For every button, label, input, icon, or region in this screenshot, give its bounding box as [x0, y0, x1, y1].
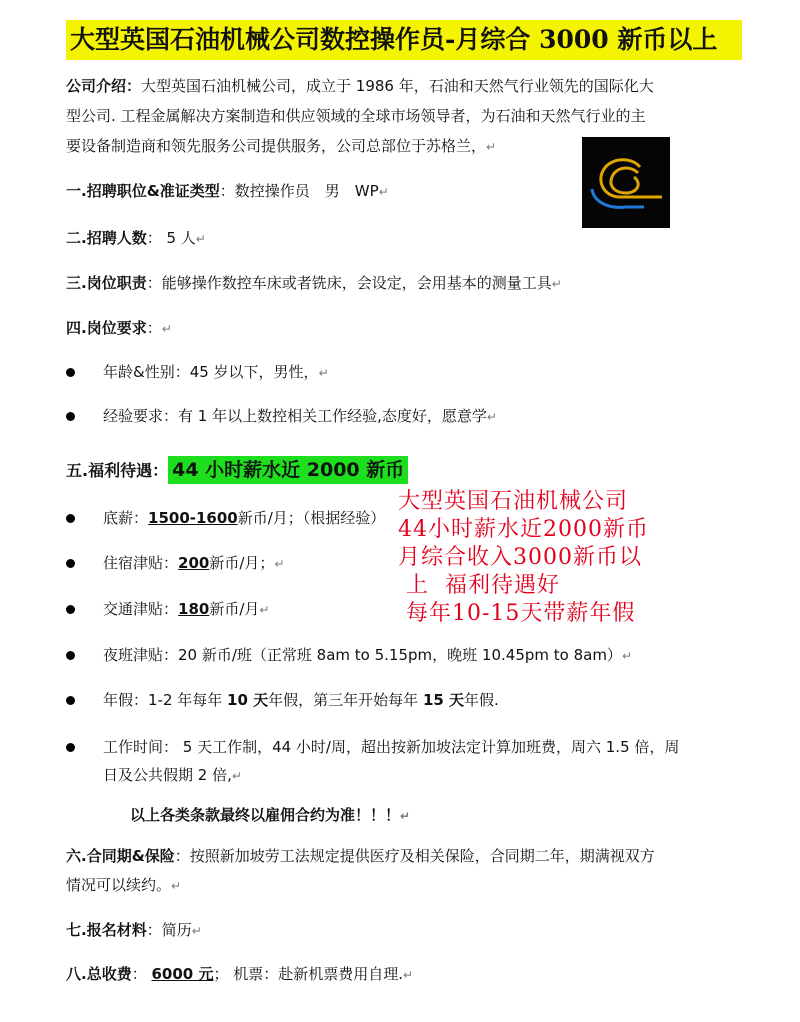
bullet-icon [66, 696, 75, 705]
requirement-2-text: 经验要求：有 1 年以上数控相关工作经验,态度好，愿意学 [103, 407, 487, 425]
section-5-label: 五.福利待遇： [66, 461, 169, 480]
leave-text-c: 年假，第三年开始每年 [268, 691, 423, 709]
bullet-icon [66, 412, 75, 421]
benefit-base [103, 508, 385, 528]
intro-text-1: 大型英国石油机械公司，成立于 1986 年，石油和天然气行业领先的国际化大 [141, 77, 654, 95]
terms-note [130, 805, 410, 826]
benefit-housing [103, 553, 284, 574]
intro-text-3: 要设备制造商和领先服务公司提供服务，公司总部位于苏格兰， [66, 137, 487, 155]
promo-line-4: 上 福利待遇好 [398, 573, 560, 598]
intro-label: 公司介绍： [66, 77, 142, 95]
intro-line-1 [66, 76, 654, 96]
section-6-value-2: 情况可以续约。 [66, 876, 172, 894]
benefit-leave [103, 690, 499, 710]
leave-text-a: 年假：1-2 年每年 [103, 691, 228, 709]
benefit-base-rest: 新币/月；（根据经验） [237, 509, 386, 527]
benefit-night-text: 夜班津贴：20 新币/班（正常班 8am to 5.15pm，晚班 10.45pm to 8am） [103, 646, 622, 664]
section-5 [66, 457, 408, 484]
page-title: 大型英国石油机械公司数控操作员-月综合 3000 新币以上 [66, 20, 742, 60]
promo-line-1: 大型英国石油机械公司 [398, 489, 629, 514]
section-1-label: 一.招聘职位&准证类型 [66, 182, 220, 200]
paragraph-mark-icon: ↵ [195, 232, 206, 246]
section-2-label: 二.招聘人数 [66, 229, 147, 247]
section-8-label: 八.总收费 [66, 965, 132, 983]
section-3-label: 三.岗位职责 [66, 274, 147, 292]
section-6-value: ：按照新加坡劳工法规定提供医疗及相关保险，合同期二年，期满视双方 [174, 847, 655, 865]
bullet-icon [66, 651, 75, 660]
benefit-housing-rest: 新币/月； [209, 554, 275, 572]
section-8-value-c: ； 机票：赴新机票费用自理. [213, 965, 404, 983]
requirement-1-text: 年龄&性别：45 岁以下，男性， [103, 363, 319, 381]
paragraph-mark-icon: ↵ [486, 140, 497, 154]
section-7-label: 七.报名材料 [66, 921, 147, 939]
total-fee: 6000 元 [151, 965, 214, 983]
terms-note-text: 以上各类条款最终以雇佣合约为准！！！ [130, 806, 401, 824]
leave-text-b: 10 天 [227, 691, 269, 709]
benefit-hours-2-text: 日及公共假期 2 倍, [103, 766, 232, 784]
paragraph-mark-icon: ↵ [171, 879, 182, 893]
paragraph-mark-icon: ↵ [378, 185, 389, 199]
paragraph-mark-icon: ↵ [318, 366, 329, 380]
benefit-hours-1: 工作时间： 5 天工作制，44 小时/周，超出按新加坡法定计算加班费，周六 1.5 倍，周 [103, 738, 680, 756]
intro-line-2: 型公司. 工程金属解决方案制造和供应领域的全球市场领导者，为石油和天然气行业的主 [66, 107, 646, 125]
section-3-value: ：能够操作数控车床或者铣床，会设定，会用基本的测量工具 [146, 274, 552, 292]
section-1 [66, 181, 389, 202]
swirl-logo-icon [582, 137, 670, 228]
benefit-transport-label: 交通津贴： [103, 600, 179, 618]
section-6-line-2 [66, 875, 181, 896]
benefit-base-value: 1500-1600 [148, 509, 238, 527]
requirement-1 [103, 362, 329, 383]
promo-line-3: 月综合收入3000新币以 [398, 545, 642, 570]
section-8-value-a: ： [131, 965, 152, 983]
bullet-icon [66, 559, 75, 568]
paragraph-mark-icon: ↵ [274, 557, 285, 571]
section-2-value: ： 5 人 [146, 229, 196, 247]
benefit-night [103, 645, 632, 666]
section-4-value: ： [146, 319, 162, 337]
paragraph-mark-icon: ↵ [403, 968, 414, 982]
leave-text-e: 年假. [464, 691, 499, 709]
promo-line-5: 每年10-15天带薪年假 [398, 601, 636, 626]
promo-overlay [398, 488, 794, 628]
section-7 [66, 920, 202, 941]
section-4 [66, 318, 172, 339]
bullet-icon [66, 743, 75, 752]
section-6-label: 六.合同期&保险 [66, 847, 175, 865]
benefit-base-label: 底薪： [103, 509, 149, 527]
paragraph-mark-icon: ↵ [231, 769, 242, 783]
benefit-transport [103, 599, 269, 620]
paragraph-mark-icon: ↵ [161, 322, 172, 336]
salary-highlight: 44 小时薪水近 2000 新币 [168, 456, 408, 484]
section-2 [66, 228, 206, 249]
paragraph-mark-icon: ↵ [621, 649, 632, 663]
bullet-icon [66, 605, 75, 614]
promo-line-2: 44小时薪水近2000新币 [398, 517, 649, 542]
paragraph-mark-icon: ↵ [259, 603, 270, 617]
section-3 [66, 273, 562, 294]
section-8 [66, 964, 413, 985]
bullet-icon [66, 368, 75, 377]
section-7-value: ：简历 [146, 921, 192, 939]
benefit-housing-label: 住宿津贴： [103, 554, 179, 572]
leave-text-d: 15 天 [422, 691, 465, 709]
requirement-2 [103, 406, 497, 427]
section-4-label: 四.岗位要求 [66, 319, 147, 337]
paragraph-mark-icon: ↵ [551, 277, 562, 291]
benefit-hours-2 [103, 765, 242, 786]
paragraph-mark-icon: ↵ [191, 924, 202, 938]
bullet-icon [66, 514, 75, 523]
paragraph-mark-icon: ↵ [486, 410, 497, 424]
section-6 [66, 846, 655, 866]
company-logo [582, 137, 670, 228]
paragraph-mark-icon: ↵ [400, 809, 411, 823]
benefit-transport-rest: 新币/月 [209, 600, 260, 618]
intro-line-3 [66, 136, 496, 157]
section-1-value: ：数控操作员 男 WP [219, 182, 379, 200]
benefit-transport-value: 180 [178, 600, 210, 618]
benefit-housing-value: 200 [178, 554, 210, 572]
